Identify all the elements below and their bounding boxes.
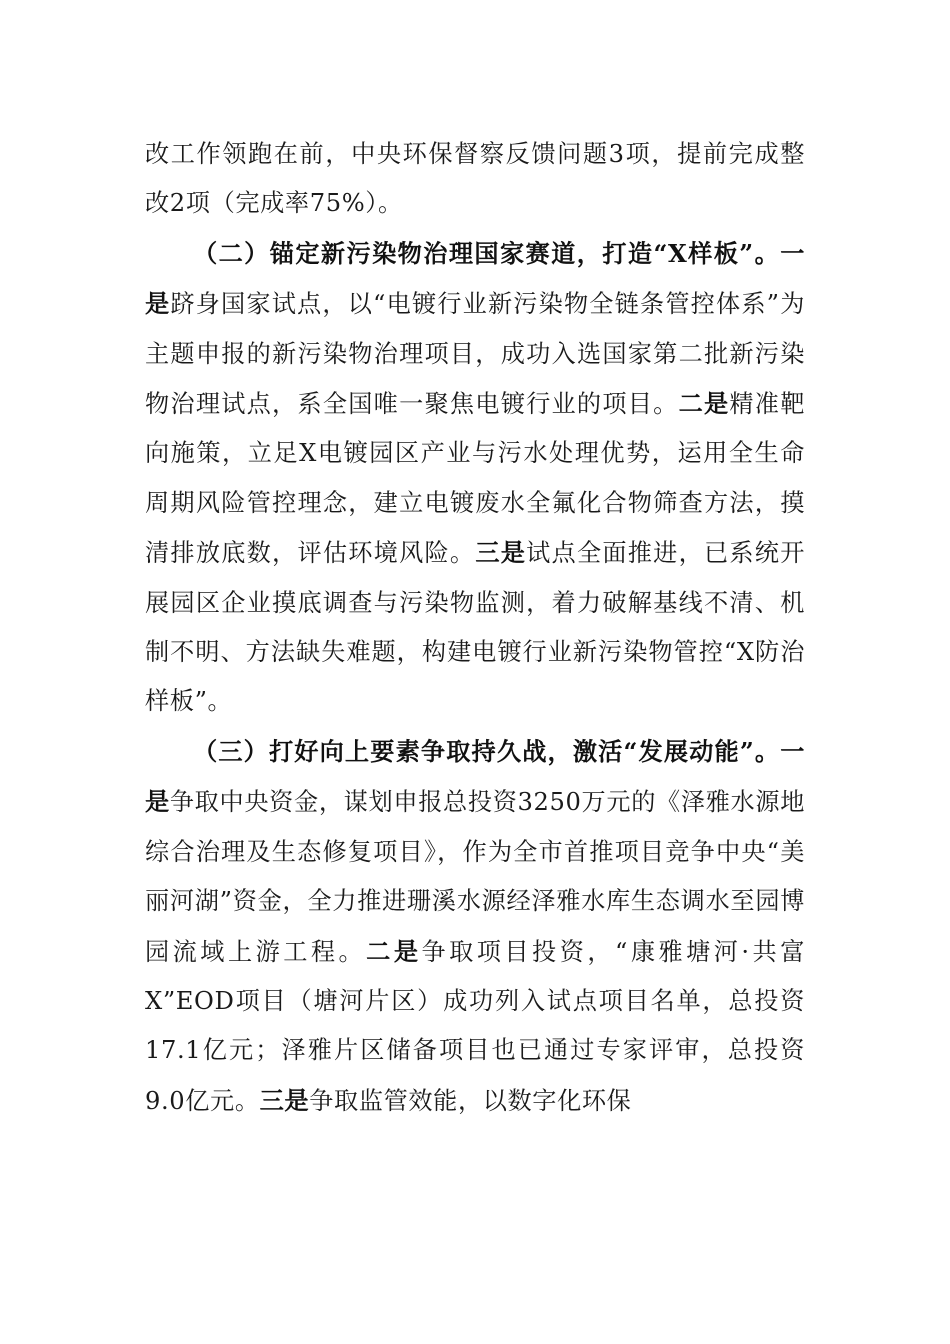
paragraph-section-two	[145, 229, 805, 727]
section-heading-two: （二）锚定新污染物治理国家赛道，打造“X样板”。	[193, 238, 781, 268]
point-marker-three: 三是	[259, 1085, 310, 1115]
text-segment: 跻身国家试点，以“电镀行业新污染物全链条管控体系”为主题申报的新污染物治理项目，成功入选国家第二批新污染物治理试点，系全国唯一聚焦电镀行业的项目。	[145, 290, 805, 419]
point-marker-one: 一是	[145, 736, 805, 817]
point-marker-two: 二是	[678, 389, 730, 419]
section-heading-three: （三）打好向上要素争取持久战，激活“发展动能”。	[193, 736, 781, 766]
point-marker-one: 一是	[145, 238, 805, 319]
paragraph-continuation	[145, 130, 805, 229]
text-segment: 精准靶向施策，立足X电镀园区产业与污水处理优势，运用全生命周期风险管控理念，建立电镀废水全氟化合物筛查方法，摸清排放底数，评估环境风险。	[145, 390, 805, 568]
point-marker-three: 三是	[475, 538, 527, 568]
text-segment: 改工作领跑在前，中央环保督察反馈问题3项，提前完成整改2项（完成率75%）。	[145, 140, 805, 218]
point-marker-two: 二是	[366, 936, 422, 966]
text-segment: 争取项目投资，“康雅塘河·共富X”EOD项目（塘河片区）成功列入试点项目名单，总投资17.1亿元；泽雅片区储备项目也已通过专家评审，总投资9.0亿元。	[145, 937, 805, 1115]
text-segment: 争取中央资金，谋划申报总投资3250万元的《泽雅水源地综合治理及生态修复项目》，作为全市首推项目竞争中央“美丽河湖”资金，全力推进珊溪水源经泽雅水库生态调水至园博园流域上游工程。	[145, 788, 805, 966]
document-body	[145, 130, 805, 1126]
paragraph-section-three	[145, 727, 805, 1126]
text-segment: 试点全面推进，已系统开展园区企业摸底调查与污染物监测，着力破解基线不清、机制不明、方法缺失难题，构建电镀行业新污染物管控“X防治样板”。	[145, 539, 806, 716]
text-segment: 争取监管效能，以数字化环保	[309, 1086, 632, 1115]
